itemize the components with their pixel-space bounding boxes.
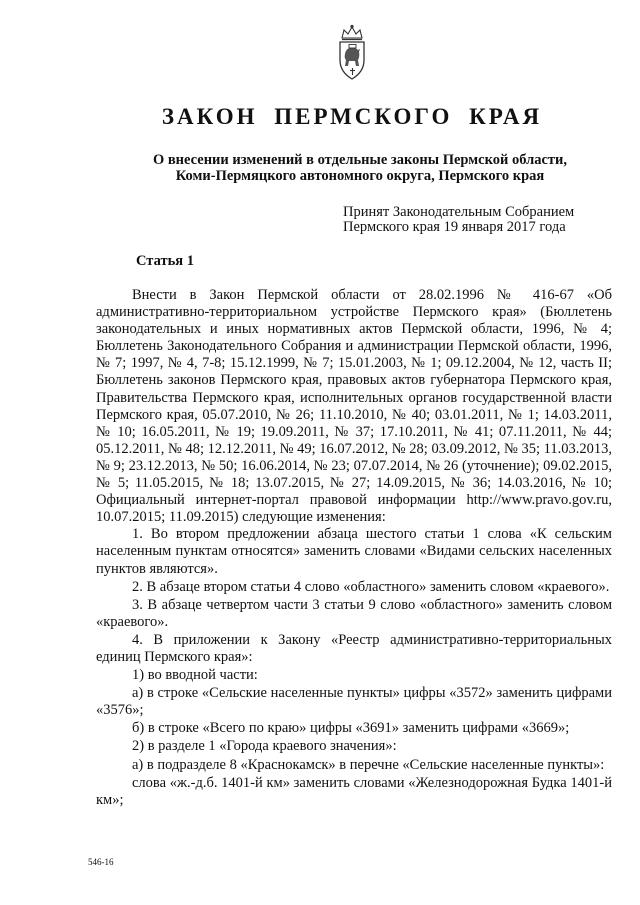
adoption-line-1: Принят Законодательным Собранием	[343, 204, 575, 220]
amendment-item-2: 2. В абзаце втором статьи 4 слово «областного» заменить словом «краевого».	[132, 578, 610, 595]
coat-of-arms-icon	[332, 24, 372, 82]
law-title: ЗАКОН ПЕРМСКОГО КРАЯ	[161, 104, 543, 129]
amendment-item-4-subitem-2a-text: слова «ж.-д.б. 1401-й км» заменить словами «Железнодорожная Будка 1401-й км»;	[96, 774, 612, 808]
document-code: 546-16	[88, 857, 114, 867]
article-intro-paragraph: Внести в Закон Пермской области от 28.02.1996 № 416-67 «Об административно-территориальном устройстве Пермского края» (Бюллетень законодательных и иных нормативных актов Пермской области, 1996, № 4; Бюллетень Законодательного Собрания и администрации Пермской области, 1996, № 7; 1997, № 4, 7-8; 15.12.1999, № 7; 15.01.2003, № 1; 09.12.2004, № 12, часть II; Бюллетень законов Пермского края, правовых актов губернатора Пермского края, Правительства Пермского края, исполнительных органов государственной власти Пермского края, 05.07.2010, № 26; 11.10.2010, № 40; 03.01.2011, № 1; 14.03.2011, № 10; 16.05.2011, № 19; 19.09.2011, № 37; 17.10.2011, № 41; 07.11.2011, № 44; 05.12.2011, № 48; 12.12.2011, № 49; 16.07.2012, № 28; 03.09.2012, № 35; 11.03.2013, № 9; 23.12.2013, № 50; 16.06.2014, № 23; 07.07.2014, № 26 (уточнение); 09.02.2015, № 5; 11.05.2015, № 18; 13.07.2015, № 27; 14.09.2015, № 36; 14.03.2016, № 10; Официальный интернет-портал правовой информации http://www.pravo.gov.ru, 10.07.2015; 11.09.2015) следующие изменения:	[96, 287, 612, 526]
adoption-note	[343, 205, 613, 235]
amendment-item-3: 3. В абзаце четвертом части 3 статьи 9 слово «областного» заменить словом «краевого».	[96, 596, 612, 630]
article-heading: Статья 1	[136, 253, 194, 269]
amendment-item-4: 4. В приложении к Закону «Реестр административно-территориальных единиц Пермского края»:	[96, 631, 612, 665]
adoption-line-2: Пермского края 19 января 2017 года	[343, 219, 566, 235]
amendment-item-4-subitem-2a: а) в подразделе 8 «Краснокамск» в перечне «Сельские населенные пункты»:	[132, 756, 605, 773]
law-subtitle	[90, 152, 630, 184]
subtitle-line-2: Коми-Пермяцкого автономного округа, Пермского края	[175, 168, 545, 184]
amendment-item-4-subitem-1b: б) в строке «Всего по краю» цифры «3691» заменить цифрами «3669»;	[132, 720, 570, 737]
subtitle-line-1: О внесении изменений в отдельные законы Пермской области,	[152, 152, 568, 168]
article-body	[96, 287, 612, 809]
amendment-item-4-subitem-1a: а) в строке «Сельские населенные пункты» цифры «3572» заменить цифрами «3576»;	[96, 685, 612, 719]
amendment-item-4-subitem-2: 2) в разделе 1 «Города краевого значения»:	[132, 738, 397, 755]
amendment-item-4-subitem-1: 1) во вводной части:	[132, 667, 258, 684]
amendment-item-1: 1. Во втором предложении абзаца шестого статьи 1 слова «К сельским населенным пунктам относятся» заменить словами «Видами сельских населенных пунктов являются».	[96, 526, 612, 577]
